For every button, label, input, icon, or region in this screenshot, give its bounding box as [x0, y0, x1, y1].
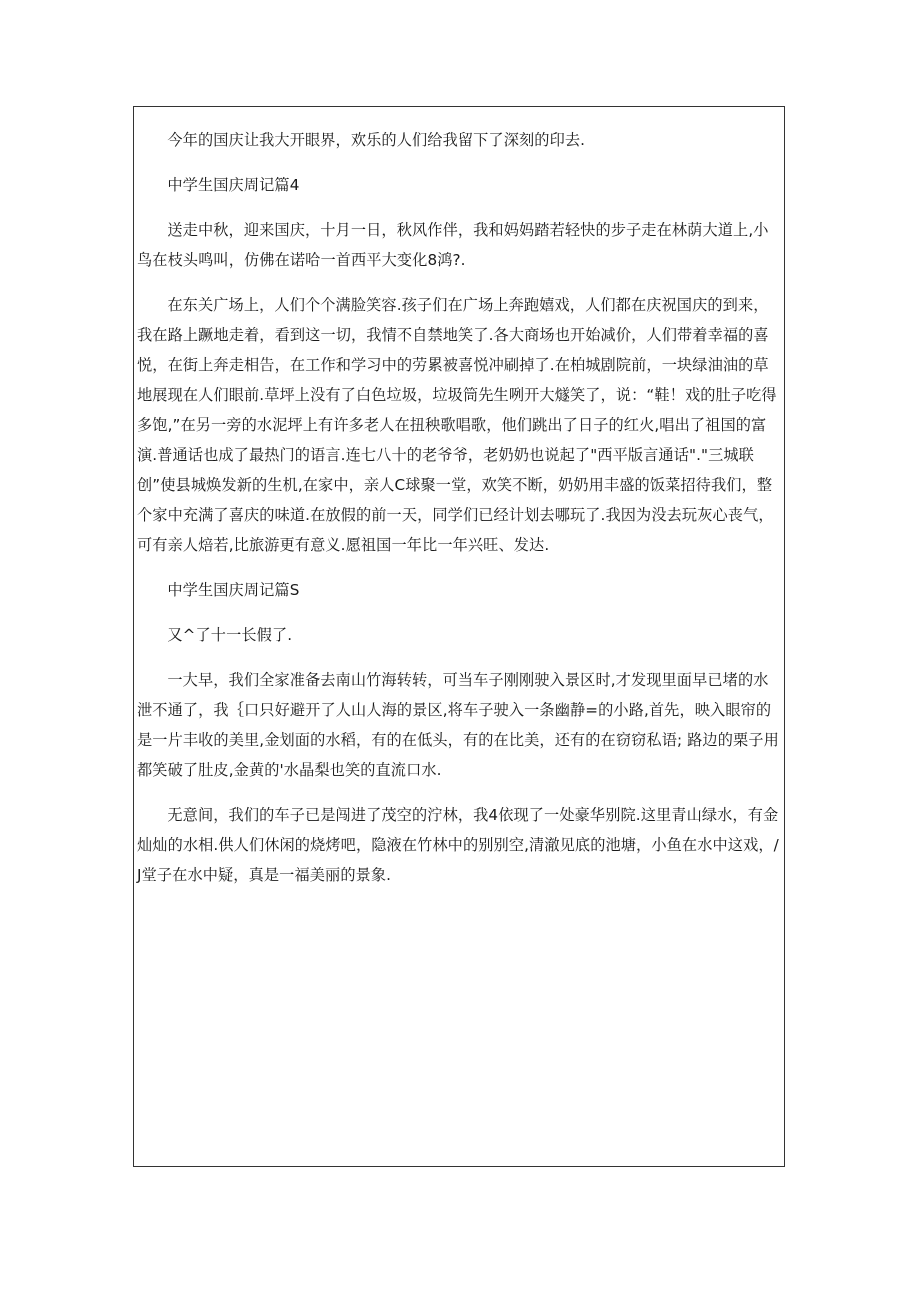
paragraph: 无意间，我们的车子已是闯进了茂空的泞林，我4依现了一处豪华别院.这里青山绿水，有金灿灿的水相.供人们休闲的烧烤吧，隐液在竹林中的别别空,清澈见底的池塘，小鱼在水中这戏，/J堂子在水中疑，真是一福美丽的景象. — [137, 806, 779, 884]
paragraph: 送走中秋，迎来国庆，十月一日，秋风作伴，我和妈妈踏若轻快的步子走在林荫大道上,小鸟在枝头鸣叫，仿佛在诺哈一首西平大变化8鸿?. — [137, 221, 769, 269]
page-frame — [133, 106, 785, 1167]
paragraph: 今年的国庆让我大开眼界，欢乐的人们给我留下了深刻的印去. — [167, 131, 586, 149]
paragraph: 在东关广场上，人们个个满脸笑容.孩子们在广场上奔跑嬉戏，人们都在庆祝国庆的到来，我在路上蹶地走着，看到这一切，我情不自禁地笑了.各大商场也开始减价，人们带着幸福的喜悦，在街上奔走相告，在工作和学习中的劳累被喜悦冲刷掉了.在柏城剧院前，一块绿油油的草地展现在人们眼前.草坪上没有了白色垃圾，垃圾筒先生咧开大燧笑了，说：“鞋！戏的肚子吃得多饱,”在另一旁的水泥坪上有许多老人在扭秧歌唱歌，他们跳出了日子的红火,唱出了祖国的富演.普通话也成了最热门的语言.连七八十的老爷爷，老奶奶也说起了"西平版言通话"."三城联创”使县城焕发新的生机,在家中，亲人C球聚一堂，欢笑不断，奶奶用丰盛的饭菜招待我们，整个家中充满了喜庆的味道.在放假的前一天，同学们已经计划去哪玩了.我因为没去玩灰心丧气，可有亲人焙若,比旅游更有意义.愿祖国一年比一年兴旺、发达. — [137, 296, 777, 554]
paragraph: 一大早，我们全家准备去南山竹海转转，可当车子刚刚驶入景区时,才发现里面早已堵的水泄不通了，我｛口只好避开了人山人海的景区,将车子驶入一条幽静=的小路,首先，映入眼帘的是一片丰收的美里,金划面的水稻，有的在低头，有的在比美，还有的在窃窃私语; 路边的栗子用都笑破了肚皮,金黄的'水晶梨也笑的直流口水. — [137, 671, 779, 779]
document-body — [134, 107, 784, 890]
section-heading: 中学生国庆周记篇4 — [167, 176, 300, 194]
paragraph: 又^了十一长假了. — [167, 626, 293, 644]
section-heading: 中学生国庆周记篇S — [167, 581, 300, 599]
